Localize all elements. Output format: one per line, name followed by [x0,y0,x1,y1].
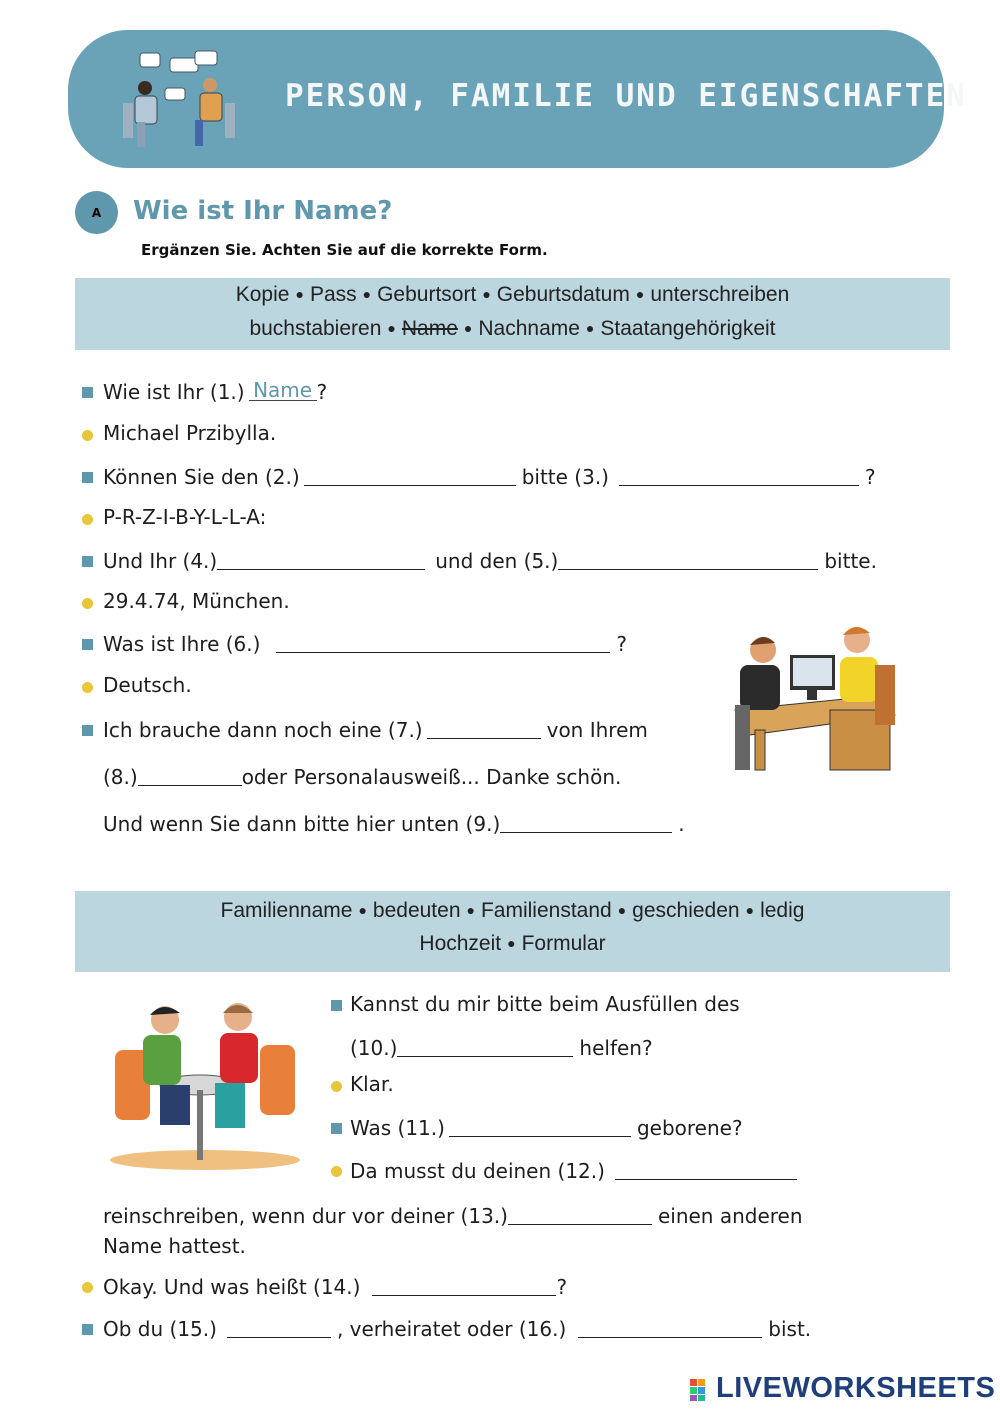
speaker-a-marker [82,556,93,567]
line-text: ? [864,465,876,489]
speaker-a-marker [331,1000,342,1011]
word-item: Hochzeit [419,932,502,955]
line-text: ? [616,632,628,656]
dialog2-line-1: Kannst du mir bitte beim Ausfüllen des [350,992,740,1016]
line-text: (10.) [350,1036,398,1060]
dialog-line-8: Deutsch. [103,673,192,697]
dialog2-line-3: Klar. [350,1072,394,1096]
word-item: Staatangehörigkeit [600,317,776,340]
line-text: Und Ihr (4.) [103,549,218,573]
word-item: geschieden [632,899,740,922]
answer-blank-7[interactable] [427,716,541,739]
word-item: Nachname [478,317,580,340]
dialog2-line-2 [350,1034,653,1060]
word-item: ledig [760,899,805,922]
answer-blank-5[interactable] [558,547,818,570]
answer-blank-1[interactable]: Name [249,378,317,401]
line-text: bitte (3.) [521,465,609,489]
word-item: bedeuten [372,899,461,922]
cafe-table-illustration [105,995,305,1175]
speaker-b-marker [82,1282,93,1293]
speaker-a-marker [82,725,93,736]
word-bank-1-line-2: buchstabieren ● Name ● Nachname ● Staatangehörigkeit [249,317,776,340]
dialog-line-4: P-R-Z-I-B-Y-L-L-A: [103,505,267,529]
line-text: Was (11.) [350,1116,445,1140]
dialog2-line-5 [350,1157,803,1183]
dialog-line-3 [103,463,876,489]
dialog2-line-8 [103,1273,567,1299]
word-item: Geburtsdatum [496,283,630,306]
word-item: Familienname [220,899,353,922]
word-bank-2-line-2: Hochzeit ● Formular [419,932,606,955]
dialog2-line-4 [350,1114,743,1140]
answer-blank-8[interactable] [138,763,242,786]
speaker-b-marker [82,430,93,441]
section-badge: A [75,191,118,234]
line-text: ? [316,380,328,404]
line-text: Ob du (15.) [103,1317,217,1341]
word-bank-1-line-1: Kopie ● Pass ● Geburtsort ● Geburtsdatum ● unterschreiben [235,283,790,306]
dialog-line-7 [103,630,627,656]
answer-blank-11[interactable] [449,1114,631,1137]
word-bank-2 [75,891,950,972]
line-text: reinschreiben, wenn dur vor deiner (13.) [103,1204,508,1228]
section-title: Wie ist Ihr Name? [133,196,393,226]
dialog-line-2: Michael Przibylla. [103,421,277,445]
speaker-b-marker [331,1166,342,1177]
speaker-a-marker [82,387,93,398]
dialog-line-1 [103,378,327,404]
speaker-b-marker [82,514,93,525]
line-text: ? [556,1275,568,1299]
dialog2-line-9 [103,1315,811,1341]
line-text: Da musst du deinen (12.) [350,1159,605,1183]
word-item: Kopie [235,283,290,306]
answer-blank-3[interactable] [619,463,859,486]
answer-blank-16[interactable] [578,1315,762,1338]
office-desk-illustration [715,615,905,780]
line-text: Wie ist Ihr (1.) [103,380,245,404]
meeting-illustration [115,48,245,153]
word-bank-2-line-1: Familienname ● bedeuten ● Familienstand ● geschieden ● ledig [220,899,805,922]
dialog-line-6: 29.4.74, München. [103,589,290,613]
line-text: bist. [768,1317,812,1341]
line-text: Ich brauche dann noch eine (7.) [103,718,423,742]
dialog-line-5 [103,547,877,573]
instruction-text: Ergänzen Sie. Achten Sie auf die korrekte Form. [141,241,548,259]
line-text: (8.) [103,765,138,789]
line-text: Und wenn Sie dann bitte hier unten (9.) [103,812,501,836]
line-text: Was ist Ihre (6.) [103,632,261,656]
line-text: oder Personalausweiß... Danke schön. [241,765,622,789]
word-item: Pass [309,283,357,306]
dialog-line-11 [103,810,685,836]
answer-blank-12[interactable] [615,1157,797,1180]
speaker-a-marker [331,1123,342,1134]
speaker-a-marker [82,1324,93,1335]
word-bank-1 [75,278,950,350]
line-text: Okay. Und was heißt (14.) [103,1275,361,1299]
speaker-b-marker [82,598,93,609]
answer-blank-15[interactable] [227,1315,331,1338]
speaker-b-marker [82,682,93,693]
answer-blank-6[interactable] [276,630,610,653]
line-text: bitte. [824,549,877,573]
word-item: buchstabieren [249,317,382,340]
answer-blank-2[interactable] [304,463,516,486]
word-item: Geburtsort [377,283,477,306]
answer-blank-9[interactable] [500,810,672,833]
line-text: . [678,812,685,836]
line-text: helfen? [579,1036,653,1060]
answer-blank-13[interactable] [508,1202,652,1225]
speaker-b-marker [331,1081,342,1092]
dialog-line-10 [103,763,621,789]
line-text: , verheiratet oder (16.) [336,1317,567,1341]
answer-blank-10[interactable] [397,1034,573,1057]
line-text: geborene? [636,1116,743,1140]
line-text: und den (5.) [435,549,559,573]
speaker-a-marker [82,639,93,650]
page-title: PERSON, FAMILIE UND EIGENSCHAFTEN [285,78,967,114]
speaker-a-marker [82,472,93,483]
word-item: unterschreiben [650,283,790,306]
dialog2-line-7: Name hattest. [103,1234,246,1258]
answer-blank-14[interactable] [372,1273,556,1296]
answer-blank-4[interactable] [217,547,425,570]
line-text: einen anderen [657,1204,803,1228]
liveworksheets-logo[interactable]: LIVEWORKSHEETS [716,1372,996,1404]
dialog-line-9 [103,716,648,742]
word-item: Formular [521,932,606,955]
word-item: Familienstand [480,899,612,922]
line-text: Können Sie den (2.) [103,465,300,489]
dialog2-line-6 [103,1202,803,1228]
word-item-used: Name [401,317,458,340]
line-text: von Ihrem [546,718,648,742]
liveworksheets-logo-icon [690,1379,714,1401]
